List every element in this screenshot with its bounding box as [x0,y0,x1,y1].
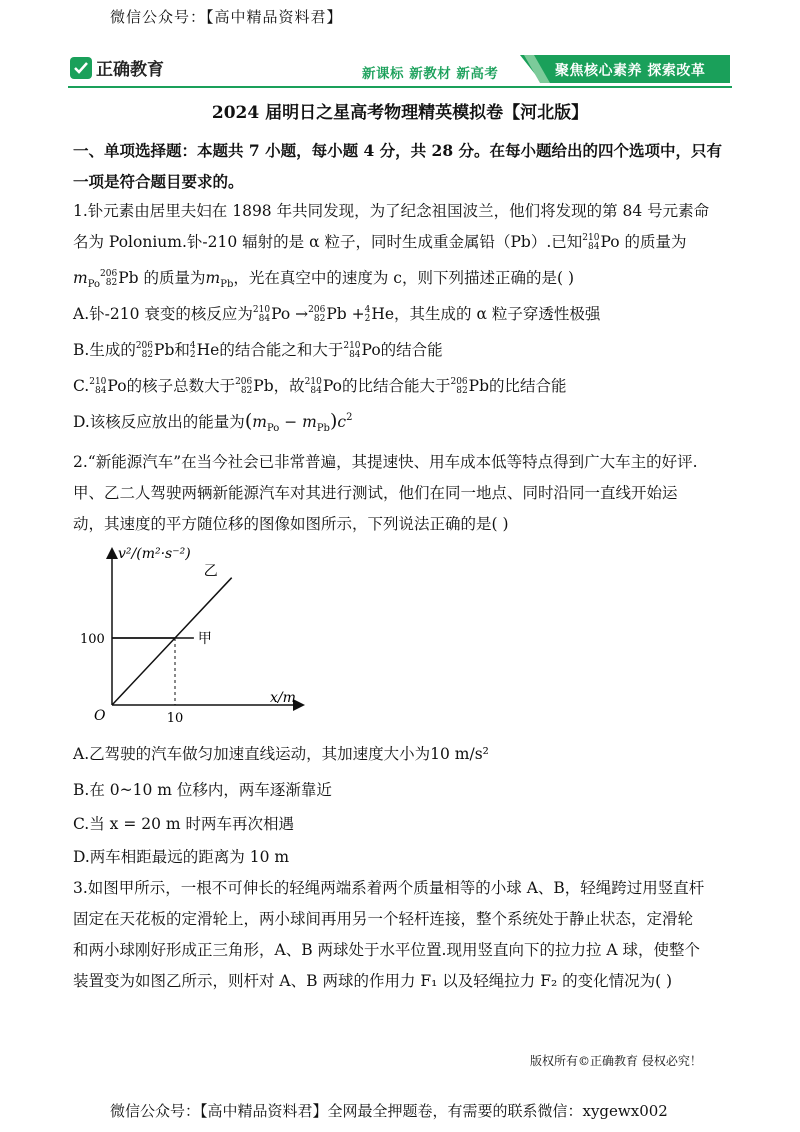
q1-text: ，光在真空中的速度为 c，则下列描述正确的是( ) [233,269,574,287]
q3-line3: 和两小球刚好形成正三角形，A、B 两球处于水平位置.现用竖直向下的拉力拉 A 球，使整个 [73,941,700,959]
opt-text: C. [73,377,90,395]
top-watermark: 微信公众号：【高中精品资料君】 [110,8,343,26]
iso: 210 84 [582,233,600,252]
opt-text: 的核子总数大于 [126,377,236,395]
section-heading: 一、单项选择题：本题共 7 小题，每小题 4 分，共 28 分。在每小题给出的四个选项中，只有一项是符合题目要求的。 [73,141,723,191]
opt-text: 的比结合能大于 [341,377,451,395]
series-line-1 [112,578,232,705]
q2-line1: 2.“新能源汽车”在当今社会已非常普遍，其提速快、用车成本低等特点得到广大车主的好评. [73,453,698,471]
q1-option-c: C. 210 84 Po的核子总数大于 206 82 Pb，故 210 84 Po的比结合能大于 206 82 Pb的比结合能 [73,377,567,396]
brand-name: 正确教育 [96,60,164,80]
q2-line3: 动，其速度的平方随位移的图像如图所示，下列说法正确的是( ) [73,515,509,533]
origin-label: O [94,708,106,724]
opt-text: 和 [174,341,190,359]
x-axis-label: x/m [270,690,296,706]
q1-option-b: B.生成的 206 82 Pb和 4 2 He的结合能之和大于 210 84 Po的结合能 [73,341,443,360]
q3-line2: 固定在天花板的定滑轮上，两小球间再用另一个轻杆连接，整个系统处于静止状态，定滑轮 [73,910,694,928]
logo [70,55,164,80]
q3-line4: 装置变为如图乙所示，则杆对 A、B 两球的作用力 F₁ 以及轻绳拉力 F₂ 的变化情况为( ) [73,972,673,990]
y-axis-label: v²/(m²·s⁻²) [118,546,191,562]
q1-option-d: D.该核反应放出的能量为$(m_{Po} - m_{Pb})c^2$ [73,410,353,434]
q1-text: Pb 的质量为 [118,269,206,287]
series-label-yi: 乙 [203,563,218,580]
header-divider [68,86,732,88]
opt-text: ，其生成的 α 粒子穿透性极强 [394,305,601,323]
q2-option-a: A.乙驾驶的汽车做匀加速直线运动，其加速度大小为10 m/s² [73,745,489,763]
bottom-watermark: 微信公众号：【高中精品资料君】全网最全押题卷，有需要的联系微信：xygewx002 [110,1102,668,1120]
q1-text: 名为 Polonium.钋-210 辐射的是 α 粒子，同时生成重金属铅（Pb）.已知 [73,233,583,251]
q2-line2: 甲、乙二人驾驶两辆新能源汽车对其进行测试，他们在同一地点、同时沿同一直线开始运 [73,484,678,502]
q1-option-a: A.钋-210 衰变的核反应为 210 84 Po → 206 82 Pb + 4 2 He，其生成的 α 粒子穿透性极强 [73,305,601,324]
series-label-jia: 甲 [197,631,212,647]
opt-text: B.生成的 [73,341,136,359]
q1-line1: 1.钋元素由居里夫妇在 1898 年共同发现，为了纪念祖国波兰，他们将发现的第 84 号元素命 [73,202,710,220]
y-tick-label: 100 [80,632,105,647]
page-title: 2024 届明日之星高考物理精英模拟卷【河北版】 [211,103,589,123]
opt-text: D.该核反应放出的能量为 [73,413,245,431]
q1-line3: $m_{Po}$ 206 82 Pb 的质量为$m_{Pb}$，光在真空中的速度为 c，则下列描述正确的是( ) [73,269,574,290]
slogan: 新课标 新教材 新高考 [362,66,499,82]
q2-option-d: D.两车相距最远的距离为 10 m [73,848,290,866]
opt-text: 的结合能 [380,341,443,359]
copyright: 版权所有©正确教育 侵权必究！ [530,1054,702,1068]
q2-option-c: C.当 x = 20 m 时两车再次相遇 [73,815,295,833]
opt-text: 的比结合能 [489,377,567,395]
q3-line1: 3.如图甲所示，一根不可伸长的轻绳两端系着两个质量相等的小球 A、B，轻绳跨过用竖直杆 [73,879,705,897]
check-icon [70,57,92,79]
iso: 206 82 [100,269,118,288]
x-tick-label: 10 [166,711,184,726]
q2-option-b: B.在 0~10 m 位移内，两车逐渐靠近 [73,781,332,799]
v2-x-graph [80,540,320,730]
banner-text: 聚焦核心素养 探索改革 [555,63,706,79]
q1-line2: 名为 Polonium.钋-210 辐射的是 α 粒子，同时生成重金属铅（Pb）.已知 210 84 Po 的质量为 [73,233,687,252]
opt-text: A.钋-210 衰变的核反应为 [73,305,253,323]
opt-text: 的结合能之和大于 [219,341,344,359]
opt-text: ，故 [273,377,305,395]
